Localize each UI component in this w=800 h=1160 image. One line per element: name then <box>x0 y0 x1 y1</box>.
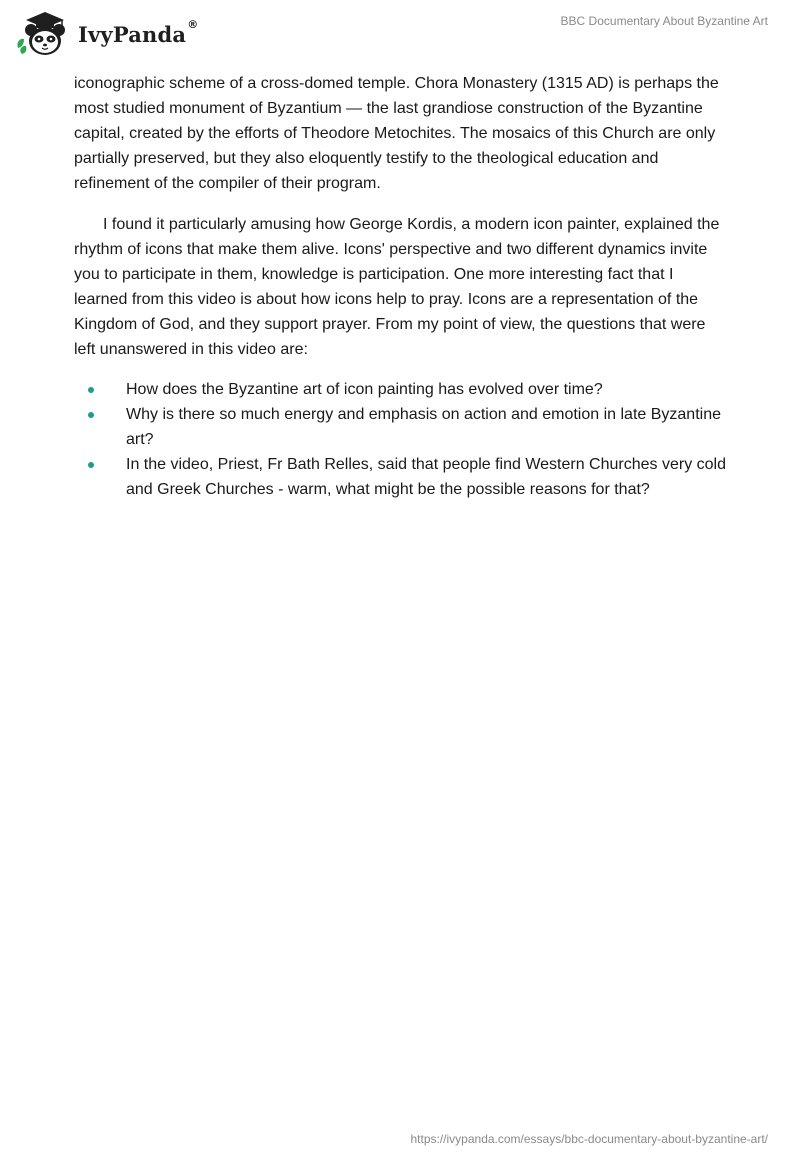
list-item <box>74 402 726 452</box>
bullet-icon <box>88 412 94 418</box>
list-item-text: How does the Byzantine art of icon painting has evolved over time? <box>126 381 603 398</box>
page-header <box>0 0 800 66</box>
logo-wordmark: IvyPanda® <box>78 17 199 47</box>
bullet-icon <box>88 387 94 393</box>
essay-content <box>74 71 726 503</box>
list-item-text: Why is there so much energy and emphasis on action and emotion in late Byzantine art? <box>126 406 721 448</box>
list-item <box>74 377 726 402</box>
paragraph: iconographic scheme of a cross-domed temple. Chora Monastery (1315 AD) is perhaps the most studied monument of Byzantium — the last grandiose construction of the Byzantine capital, created by the efforts of Theodore Metochites. The mosaics of this Church are only partially preserved, but they also eloquently testify to the theological education and refinement of the compiler of their program. <box>74 75 719 192</box>
source-url-link[interactable]: https://ivypanda.com/essays/bbc-documentary-about-byzantine-art/ <box>410 1132 768 1146</box>
questions-list <box>74 377 726 502</box>
ivypanda-logo[interactable] <box>14 8 198 58</box>
paragraph: I found it particularly amusing how George Kordis, a modern icon painter, explained the rhythm of icons that make them alive. Icons' perspective and two different dynamics invite you to participate in them, knowledge is participation. One more interesting fact that I learned from this video is about how icons help to pray. Icons are a representation of the Kingdom of God, and they support prayer. From my point of view, the questions that were left unanswered in this video are: <box>74 216 720 358</box>
bullet-icon <box>88 462 94 468</box>
list-item-text: In the video, Priest, Fr Bath Relles, said that people find Western Churches very cold and Greek Churches - warm, what might be the possible reasons for that? <box>126 456 726 498</box>
document-title: BBC Documentary About Byzantine Art <box>560 14 768 28</box>
panda-graduate-icon <box>14 8 76 58</box>
list-item <box>74 452 726 502</box>
